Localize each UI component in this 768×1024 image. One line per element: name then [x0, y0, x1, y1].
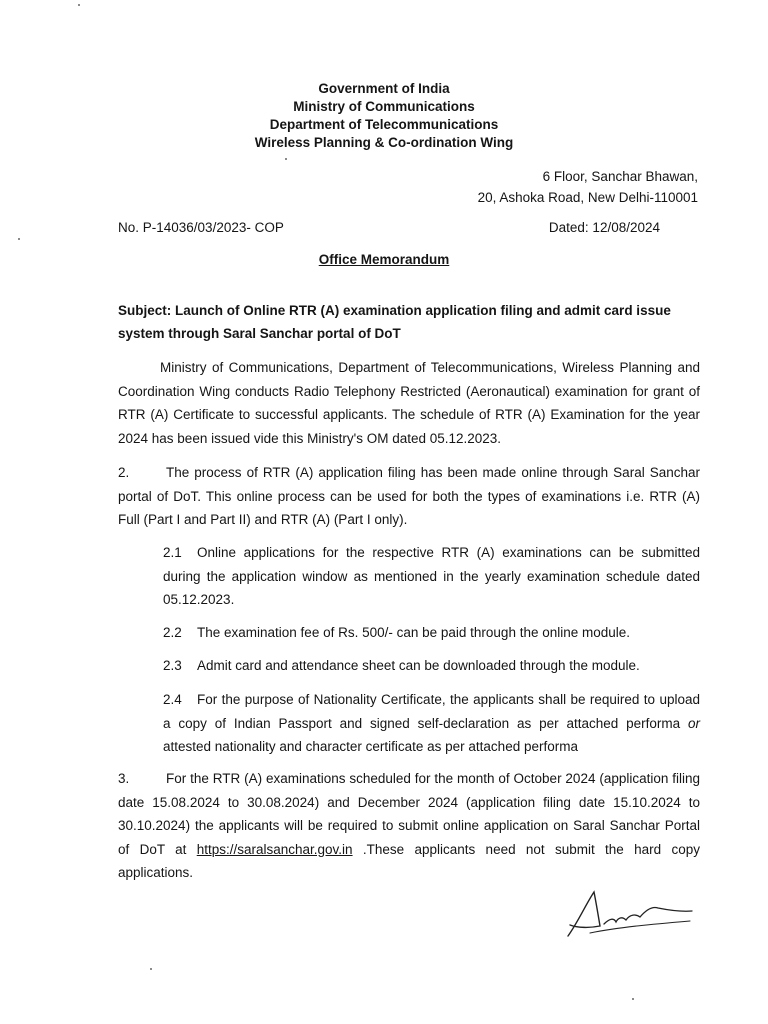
- header-ministry: Ministry of Communications: [293, 99, 475, 114]
- subparagraph-2-2-text: The examination fee of Rs. 500/- can be paid through the online module.: [197, 625, 631, 640]
- subparagraph-2-4: [163, 688, 700, 759]
- subparagraph-2-2: [163, 621, 700, 645]
- signature: [560, 884, 700, 944]
- subparagraph-2-4-number: 2.4: [163, 692, 182, 707]
- subparagraph-2-4-text-b: attested nationality and character certificate as per attached performa: [163, 739, 578, 754]
- memo-title: Office Memorandum: [318, 252, 450, 267]
- paragraph-3-number: 3.: [118, 771, 130, 786]
- header-government: Government of India: [318, 81, 450, 96]
- scan-speck: [150, 968, 152, 970]
- reference-number: No. P-14036/03/2023- COP: [118, 220, 284, 235]
- subject-text: Launch of Online RTR (A) examination application filing and admit card issue system through Saral Sanchar portal of DoT: [118, 303, 671, 341]
- subject-label: Subject:: [118, 303, 172, 318]
- subject: [118, 299, 678, 345]
- office-address: [478, 166, 698, 208]
- subparagraph-2-3: [163, 654, 700, 678]
- subparagraph-2-4-text-a: For the purpose of Nationality Certificate, the applicants shall be required to upload a copy of Indian Passport and signed self-declaration as per attached performa: [163, 692, 700, 731]
- scan-speck: [632, 998, 634, 1000]
- header-department: Department of Telecommunications: [269, 117, 499, 132]
- paragraph-2: [118, 461, 700, 532]
- subparagraph-2-1-number: 2.1: [163, 545, 182, 560]
- subparagraph-2-3-text: Admit card and attendance sheet can be downloaded through the module.: [197, 658, 640, 673]
- paragraph-3: [118, 767, 700, 885]
- subparagraph-2-2-number: 2.2: [163, 625, 182, 640]
- address-line-1: 6 Floor, Sanchar Bhawan,: [542, 169, 698, 184]
- scan-speck: [18, 238, 20, 240]
- paragraph-2-text: The process of RTR (A) application filing has been made online through Saral Sanchar portal of DoT. This online process can be used for both the types of examinations i.e. RTR (A) Full (Part I and Part II) and RTR (A) (Part I only).: [118, 465, 700, 527]
- paragraph-3-text-b: .These applicants need not submit the hard copy applications.: [118, 841, 700, 880]
- scan-speck: [78, 4, 80, 6]
- subparagraph-2-1-text: Online applications for the respective RTR (A) examinations can be submitted during the application window as mentioned in the yearly examination schedule dated 05.12.2023.: [163, 545, 700, 607]
- paragraph-2-number: 2.: [118, 465, 130, 480]
- saral-sanchar-link[interactable]: https://saralsanchar.gov.in: [196, 841, 353, 857]
- subparagraph-2-1: [163, 541, 700, 612]
- scan-speck: [285, 158, 287, 160]
- header-wing: Wireless Planning & Co-ordination Wing: [254, 135, 514, 150]
- address-line-2: 20, Ashoka Road, New Delhi-110001: [477, 190, 698, 205]
- paragraph-1: [118, 356, 700, 450]
- memo-date: Dated: 12/08/2024: [548, 220, 660, 235]
- paragraph-1-text: Ministry of Communications, Department of Telecommunications, Wireless Planning and Coordination Wing conducts Radio Telephony Restricted (Aeronautical) examination for grant of RTR (A) Certificate to successful applicants. The schedule of RTR (A) Examination for the year 2024 has been issued vide this Ministry's OM dated 05.12.2023.: [118, 360, 700, 446]
- subparagraph-2-3-number: 2.3: [163, 658, 182, 673]
- paragraph-3-text-a: For the RTR (A) examinations scheduled for the month of October 2024 (application filing date 15.08.2024 to 30.08.2024) and December 2024 (application filing date 15.10.2024 to 30.10.2024) the applicants will be required to submit online application on Saral Sanchar Portal of DoT at: [118, 771, 700, 857]
- subparagraph-2-4-or: or: [687, 715, 700, 731]
- letterhead: [0, 80, 768, 152]
